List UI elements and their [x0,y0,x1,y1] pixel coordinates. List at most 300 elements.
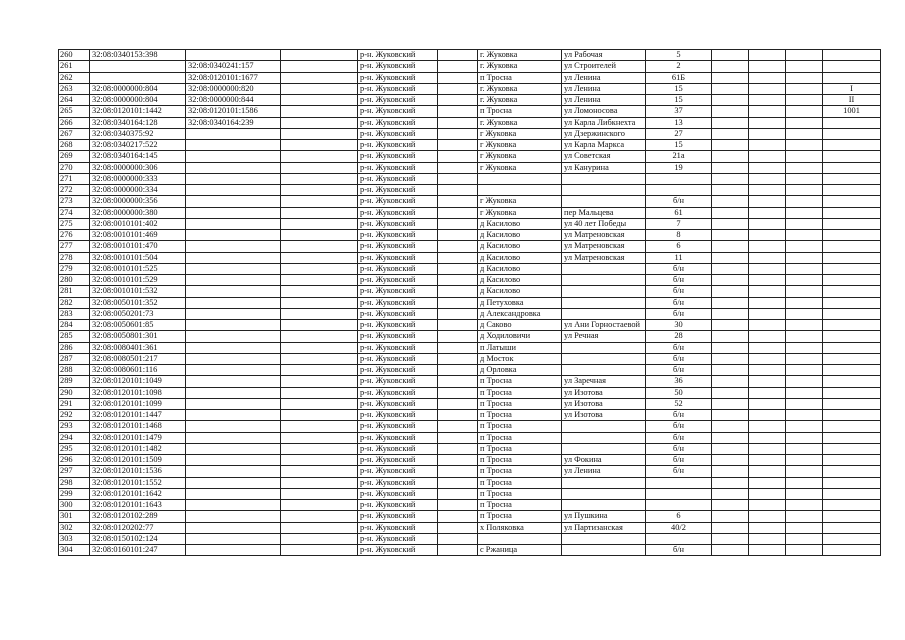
table-row [59,275,881,286]
cell-blank-column-4 [749,376,786,387]
cell-row-number: 296 [59,455,90,466]
cell-settlement: п Тросна [478,398,562,409]
cell-cadastral-number-2: 32:08:0120101:1586 [186,106,281,117]
cell-blank-column-4 [749,331,786,342]
table-row [59,297,881,308]
cell-row-number: 283 [59,308,90,319]
cell-blank-column-5 [786,230,823,241]
table-row [59,185,881,196]
cell-row-number: 261 [59,61,90,72]
cell-blank-column-2 [438,72,478,83]
cell-row-number: 295 [59,443,90,454]
cell-blank-column [281,387,358,398]
cell-blank-column-5 [786,320,823,331]
cell-settlement: п Тросна [478,387,562,398]
cell-blank-column-4 [749,353,786,364]
cell-unit-number [823,128,881,139]
cell-blank-column [281,173,358,184]
cell-cadastral-number: 32:08:0120101:1482 [90,443,186,454]
cell-settlement: г Жуковка [478,196,562,207]
cell-cadastral-number-2 [186,275,281,286]
cell-unit-number [823,241,881,252]
table-row [59,230,881,241]
table-row [59,72,881,83]
cell-house-number: 37 [646,106,712,117]
cell-blank-column-3 [712,320,749,331]
cell-street: ул Строителей [562,61,646,72]
cell-blank-column-4 [749,443,786,454]
cell-row-number: 292 [59,410,90,421]
cell-cadastral-number-2 [186,443,281,454]
cell-cadastral-number: 32:08:0120101:1643 [90,500,186,511]
table-row [59,95,881,106]
cell-settlement: п Тросна [478,466,562,477]
table-row [59,466,881,477]
cell-cadastral-number: 32:08:0340164:128 [90,117,186,128]
cell-row-number: 263 [59,83,90,94]
cell-blank-column-5 [786,466,823,477]
cell-house-number: б/н [646,196,712,207]
cell-district: р-н. Жуковский [358,106,438,117]
table-row [59,331,881,342]
cell-settlement: д Саково [478,320,562,331]
cell-cadastral-number: 32:08:0150102:124 [90,533,186,544]
cell-unit-number [823,162,881,173]
table-row [59,173,881,184]
table-row [59,83,881,94]
table-row [59,511,881,522]
cell-cadastral-number: 32:08:0120101:1447 [90,410,186,421]
cell-blank-column-5 [786,488,823,499]
cell-blank-column-4 [749,432,786,443]
cell-row-number: 280 [59,275,90,286]
cell-house-number: 8 [646,230,712,241]
cell-blank-column-5 [786,387,823,398]
cell-blank-column-2 [438,533,478,544]
cell-house-number: б/н [646,410,712,421]
cell-cadastral-number-2 [186,263,281,274]
cell-blank-column-3 [712,151,749,162]
cell-cadastral-number: 32:08:0120101:1479 [90,432,186,443]
cell-blank-column-3 [712,410,749,421]
cell-row-number: 260 [59,50,90,61]
cell-house-number: б/н [646,263,712,274]
cell-settlement: д Мосток [478,353,562,364]
cell-blank-column-5 [786,353,823,364]
cell-blank-column [281,308,358,319]
cell-house-number: 15 [646,95,712,106]
cell-street [562,545,646,556]
cell-blank-column-4 [749,477,786,488]
cell-unit-number [823,61,881,72]
cell-settlement: п Тросна [478,106,562,117]
cell-blank-column-3 [712,331,749,342]
cell-street [562,477,646,488]
cell-street: ул Матреновская [562,252,646,263]
cell-blank-column-3 [712,61,749,72]
table-row [59,376,881,387]
cell-house-number: 21а [646,151,712,162]
cell-unit-number [823,477,881,488]
cell-blank-column [281,320,358,331]
cell-cadastral-number: 32:08:0080601:116 [90,365,186,376]
cell-blank-column-2 [438,61,478,72]
cell-blank-column [281,421,358,432]
cell-blank-column-4 [749,162,786,173]
cell-blank-column-4 [749,61,786,72]
cell-street [562,421,646,432]
cell-street [562,432,646,443]
cell-settlement: д Петуховка [478,297,562,308]
cell-blank-column [281,545,358,556]
table-row [59,241,881,252]
cell-district: р-н. Жуковский [358,230,438,241]
cell-cadastral-number-2 [186,196,281,207]
cell-district: р-н. Жуковский [358,353,438,364]
cell-cadastral-number-2 [186,533,281,544]
cell-blank-column [281,477,358,488]
cell-street: ул Рабочая [562,50,646,61]
cell-blank-column-5 [786,331,823,342]
table-row [59,263,881,274]
cell-settlement: с Ржаница [478,545,562,556]
cell-district: р-н. Жуковский [358,365,438,376]
cell-blank-column-3 [712,533,749,544]
cell-cadastral-number: 32:08:0340153:398 [90,50,186,61]
cell-blank-column-3 [712,185,749,196]
cell-house-number: б/н [646,297,712,308]
cell-blank-column-5 [786,455,823,466]
cell-street: ул Заречная [562,376,646,387]
cell-house-number: 13 [646,117,712,128]
cell-blank-column-4 [749,151,786,162]
cell-blank-column-5 [786,533,823,544]
cell-unit-number [823,286,881,297]
cell-blank-column-4 [749,185,786,196]
cell-cadastral-number: 32:08:0010101:525 [90,263,186,274]
cell-blank-column-3 [712,488,749,499]
cell-blank-column-5 [786,117,823,128]
cell-cadastral-number: 32:08:0120101:1098 [90,387,186,398]
cell-row-number: 277 [59,241,90,252]
cell-settlement: д Касилово [478,218,562,229]
cell-blank-column-5 [786,365,823,376]
cell-street: ул Ленина [562,466,646,477]
cell-district: р-н. Жуковский [358,545,438,556]
cell-blank-column-4 [749,83,786,94]
cell-cadastral-number-2 [186,331,281,342]
cell-cadastral-number: 32:08:0120101:1468 [90,421,186,432]
cell-cadastral-number: 32:08:0080401:361 [90,342,186,353]
cell-house-number: 15 [646,83,712,94]
cell-settlement: п Тросна [478,500,562,511]
cell-street [562,286,646,297]
cell-blank-column-5 [786,443,823,454]
table-row [59,410,881,421]
cell-house-number: 30 [646,320,712,331]
cell-blank-column [281,196,358,207]
cell-blank-column [281,128,358,139]
cell-blank-column-2 [438,275,478,286]
cell-district: р-н. Жуковский [358,173,438,184]
cell-row-number: 262 [59,72,90,83]
cell-house-number: б/н [646,275,712,286]
cell-unit-number [823,173,881,184]
cell-blank-column-2 [438,252,478,263]
table-row [59,308,881,319]
cell-blank-column-3 [712,387,749,398]
cell-cadastral-number-2 [186,151,281,162]
cell-settlement [478,185,562,196]
cell-unit-number [823,275,881,286]
cell-cadastral-number-2 [186,365,281,376]
cell-cadastral-number: 32:08:0000000:333 [90,173,186,184]
cell-house-number: 5 [646,50,712,61]
cell-blank-column-3 [712,128,749,139]
cell-district: р-н. Жуковский [358,140,438,151]
table-row [59,488,881,499]
cell-unit-number [823,252,881,263]
cell-blank-column-5 [786,241,823,252]
cell-blank-column [281,72,358,83]
cell-settlement: г Жуковка [478,140,562,151]
cell-street [562,173,646,184]
cell-blank-column-2 [438,241,478,252]
cell-blank-column-4 [749,106,786,117]
cell-cadastral-number: 32:08:0010101:469 [90,230,186,241]
cell-blank-column-5 [786,218,823,229]
cell-house-number: 36 [646,376,712,387]
table-row [59,162,881,173]
cell-street [562,353,646,364]
cell-blank-column-5 [786,263,823,274]
cell-blank-column-2 [438,106,478,117]
cell-cadastral-number-2 [186,320,281,331]
cell-blank-column [281,376,358,387]
cell-unit-number [823,376,881,387]
cell-unit-number [823,365,881,376]
cell-street: ул Дзержинского [562,128,646,139]
cell-district: р-н. Жуковский [358,151,438,162]
cell-unit-number [823,50,881,61]
cell-cadastral-number-2 [186,173,281,184]
cell-cadastral-number-2 [186,252,281,263]
cell-house-number: 61Б [646,72,712,83]
cell-street: ул Матреновская [562,241,646,252]
cell-cadastral-number: 32:08:0000000:306 [90,162,186,173]
cell-blank-column-3 [712,106,749,117]
cell-blank-column-3 [712,376,749,387]
cell-district: р-н. Жуковский [358,432,438,443]
table-row [59,320,881,331]
cell-blank-column-5 [786,500,823,511]
property-register-sheet [58,49,881,556]
cell-row-number: 282 [59,297,90,308]
cell-blank-column-3 [712,117,749,128]
cell-blank-column-3 [712,218,749,229]
cell-blank-column [281,398,358,409]
cell-cadastral-number: 32:08:0120101:1049 [90,376,186,387]
cell-blank-column-2 [438,50,478,61]
cell-row-number: 271 [59,173,90,184]
cell-blank-column [281,286,358,297]
cell-blank-column-4 [749,241,786,252]
cell-cadastral-number-2: 32:08:0000000:844 [186,95,281,106]
cell-cadastral-number: 32:08:0120102:289 [90,511,186,522]
cell-unit-number [823,500,881,511]
cell-settlement: д Орловка [478,365,562,376]
cell-blank-column-3 [712,398,749,409]
table-row [59,432,881,443]
cell-street: ул Пушкина [562,511,646,522]
cell-unit-number [823,421,881,432]
cell-house-number: б/н [646,353,712,364]
table-row [59,477,881,488]
cell-blank-column-2 [438,488,478,499]
cell-unit-number [823,140,881,151]
cell-cadastral-number-2: 32:08:0000000:820 [186,83,281,94]
cell-unit-number [823,185,881,196]
cell-row-number: 268 [59,140,90,151]
cell-blank-column-3 [712,342,749,353]
cell-settlement: п Тросна [478,488,562,499]
cell-blank-column-5 [786,297,823,308]
cell-row-number: 265 [59,106,90,117]
cell-blank-column-5 [786,308,823,319]
cell-blank-column [281,297,358,308]
cell-cadastral-number-2 [186,387,281,398]
cell-blank-column-2 [438,173,478,184]
cell-settlement: д Касилово [478,263,562,274]
cell-street: ул Партизанская [562,522,646,533]
cell-settlement: п Тросна [478,443,562,454]
cell-cadastral-number-2 [186,162,281,173]
cell-cadastral-number-2 [186,477,281,488]
cell-blank-column-5 [786,185,823,196]
cell-cadastral-number: 32:08:0000000:804 [90,83,186,94]
table-row [59,353,881,364]
cell-blank-column-5 [786,410,823,421]
cell-house-number: 52 [646,398,712,409]
cell-blank-column-4 [749,387,786,398]
cell-cadastral-number: 32:08:0050601:85 [90,320,186,331]
cell-blank-column-2 [438,500,478,511]
cell-cadastral-number-2 [186,128,281,139]
cell-settlement: г Жуковка [478,207,562,218]
cell-street: ул Карла Маркса [562,140,646,151]
cell-house-number: 7 [646,218,712,229]
cell-blank-column-3 [712,196,749,207]
cell-cadastral-number-2 [186,488,281,499]
cell-blank-column [281,353,358,364]
cell-blank-column-2 [438,117,478,128]
cell-blank-column-4 [749,128,786,139]
cell-district: р-н. Жуковский [358,50,438,61]
cell-blank-column-5 [786,196,823,207]
cell-blank-column-2 [438,387,478,398]
cell-blank-column-5 [786,106,823,117]
cell-blank-column [281,410,358,421]
table-row [59,128,881,139]
cell-blank-column-3 [712,421,749,432]
cell-blank-column-2 [438,308,478,319]
cell-blank-column-3 [712,455,749,466]
cell-row-number: 291 [59,398,90,409]
cell-settlement: п Тросна [478,376,562,387]
cell-blank-column-5 [786,173,823,184]
cell-blank-column-2 [438,286,478,297]
cell-row-number: 284 [59,320,90,331]
cell-blank-column-2 [438,128,478,139]
cell-house-number: 6 [646,241,712,252]
cell-row-number: 294 [59,432,90,443]
cell-district: р-н. Жуковский [358,241,438,252]
table-row [59,106,881,117]
cell-cadastral-number: 32:08:0120101:1552 [90,477,186,488]
cell-cadastral-number: 32:08:0010101:529 [90,275,186,286]
cell-blank-column-5 [786,50,823,61]
cell-unit-number [823,331,881,342]
cell-cadastral-number-2 [186,342,281,353]
cell-cadastral-number-2 [186,297,281,308]
cell-blank-column-4 [749,500,786,511]
cell-street: ул Ленина [562,95,646,106]
table-row [59,252,881,263]
cell-row-number: 290 [59,387,90,398]
table-row [59,117,881,128]
cell-house-number: 11 [646,252,712,263]
table-row [59,522,881,533]
cell-unit-number [823,263,881,274]
table-row [59,365,881,376]
cell-row-number: 289 [59,376,90,387]
cell-blank-column [281,252,358,263]
cell-cadastral-number-2 [186,522,281,533]
cell-unit-number [823,151,881,162]
cell-street: ул Речная [562,331,646,342]
cell-blank-column-3 [712,511,749,522]
cell-cadastral-number: 32:08:0000000:380 [90,207,186,218]
cell-cadastral-number: 32:08:0000000:356 [90,196,186,207]
cell-blank-column-4 [749,466,786,477]
cell-blank-column [281,218,358,229]
cell-settlement: г Жуковка [478,162,562,173]
cell-unit-number: 1001 [823,106,881,117]
cell-row-number: 276 [59,230,90,241]
cell-cadastral-number-2 [186,421,281,432]
cell-street: ул Ленина [562,72,646,83]
cell-cadastral-number: 32:08:0050101:352 [90,297,186,308]
cell-blank-column-2 [438,421,478,432]
cell-blank-column-5 [786,61,823,72]
table-row [59,61,881,72]
cell-district: р-н. Жуковский [358,128,438,139]
cell-district: р-н. Жуковский [358,410,438,421]
cell-cadastral-number-2 [186,230,281,241]
cell-blank-column-2 [438,342,478,353]
property-register-table [58,49,881,556]
cell-blank-column-5 [786,545,823,556]
cell-blank-column-3 [712,263,749,274]
cell-house-number: б/н [646,421,712,432]
cell-blank-column-4 [749,398,786,409]
table-row [59,196,881,207]
cell-unit-number [823,387,881,398]
cell-row-number: 275 [59,218,90,229]
cell-house-number: б/н [646,455,712,466]
cell-unit-number [823,117,881,128]
cell-unit-number [823,218,881,229]
